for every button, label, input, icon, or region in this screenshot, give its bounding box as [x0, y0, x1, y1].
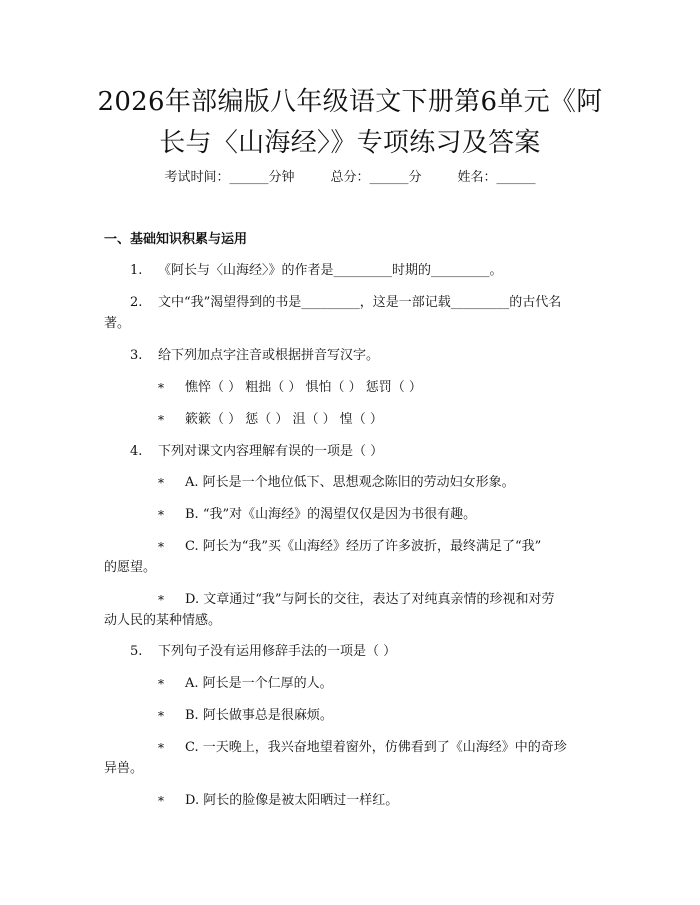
student-name: 姓名：______ — [457, 170, 536, 185]
question-text: 《阿长与〈山海经〉》的作者是_________时期的_________。 — [158, 263, 503, 278]
option-c-continued: 的愿望。 — [104, 560, 157, 575]
bullet-icon: * — [158, 508, 164, 522]
bullet-icon: * — [158, 741, 164, 755]
question-number: 1. — [130, 263, 143, 278]
bullet-icon: * — [158, 709, 164, 723]
word-list-item: 憔悴（ ） 粗拙（ ） 惧怕（ ） 惩罚（ ） — [185, 380, 422, 395]
bullet-icon: * — [158, 677, 164, 691]
bullet-icon: * — [158, 593, 164, 607]
word-list-item: 簌簌（ ） 惩（ ） 沮（ ） 惶（ ） — [185, 412, 383, 427]
question-text-continued: 著。 — [104, 316, 131, 331]
option-d: D. 文章通过“我”与阿长的交往，表达了对纯真亲情的珍视和对劳 — [185, 592, 555, 607]
question-number: 3. — [130, 348, 143, 363]
document-title — [70, 82, 630, 164]
option-c: C. 阿长为“我”买《山海经》经历了许多波折，最终满足了“我” — [185, 539, 542, 554]
section-heading: 一、基础知识积累与运用 — [104, 232, 248, 247]
exam-time: 考试时间：______分钟 — [164, 170, 295, 185]
option-d-continued: 动人民的某种情感。 — [104, 613, 222, 628]
bullet-icon: * — [158, 413, 164, 427]
option-c-continued: 异兽。 — [104, 761, 144, 776]
option-b: B. “我”对《山海经》的渴望仅仅是因为书很有趣。 — [185, 507, 477, 522]
question-text: 给下列加点字注音或根据拼音写汉字。 — [158, 348, 380, 363]
option-a: A. 阿长是一个仁厚的人。 — [185, 676, 333, 691]
bullet-icon: * — [158, 794, 164, 808]
question-number: 4. — [130, 444, 143, 459]
option-c: C. 一天晚上，我兴奋地望着窗外，仿佛看到了《山海经》中的奇珍 — [185, 740, 567, 755]
option-a: A. 阿长是一个地位低下、思想观念陈旧的劳动妇女形象。 — [185, 475, 515, 490]
question-number: 2. — [130, 295, 143, 310]
bullet-icon: * — [158, 476, 164, 490]
exam-meta — [0, 169, 700, 187]
option-d: D. 阿长的脸像是被太阳晒过一样红。 — [185, 793, 399, 808]
question-text: 下列对课文内容理解有误的一项是（ ） — [158, 444, 384, 459]
title-line-1: 2026年部编版八年级语文下册第6单元《阿 — [97, 87, 603, 117]
question-text: 下列句子没有运用修辞手法的一项是（ ） — [158, 644, 397, 659]
question-text: 文中“我”渴望得到的书是_________，这是一部记载_________的古代名 — [158, 295, 562, 310]
bullet-icon: * — [158, 540, 164, 554]
title-line-2: 长与〈山海经〉》专项练习及答案 — [159, 128, 541, 158]
exam-score: 总分：______分 — [330, 170, 422, 185]
option-b: B. 阿长做事总是很麻烦。 — [185, 708, 333, 723]
bullet-icon: * — [158, 381, 164, 395]
question-number: 5. — [130, 644, 143, 659]
